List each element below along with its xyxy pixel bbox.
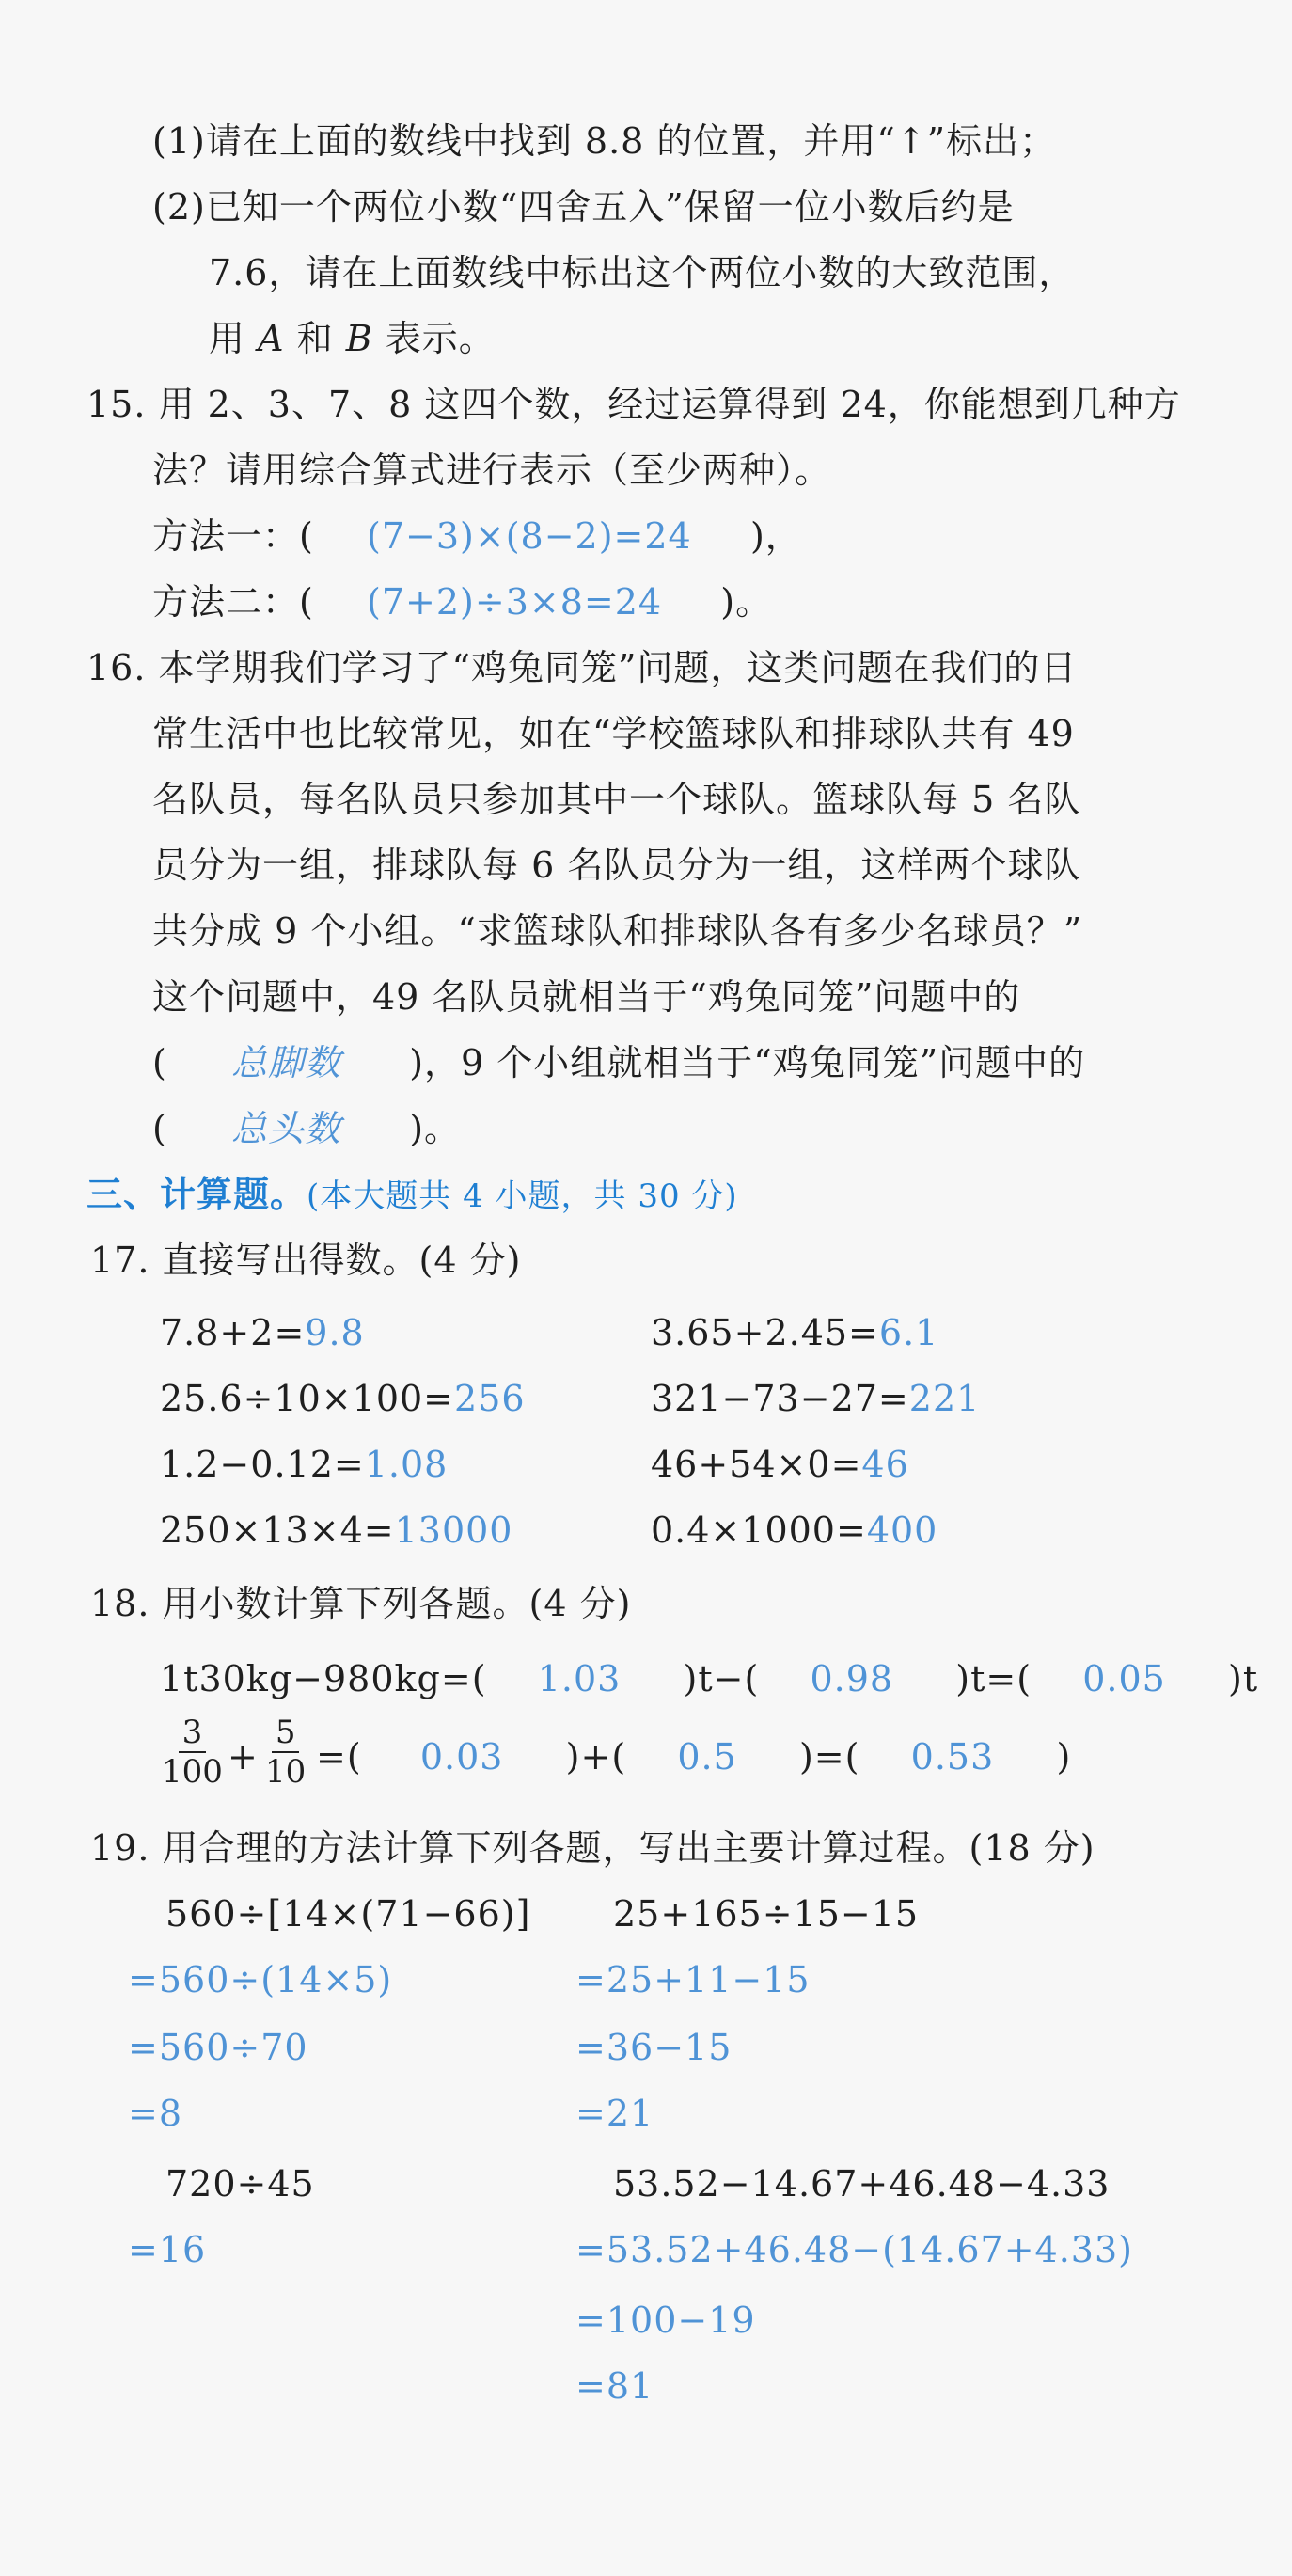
q17-answer: 221 xyxy=(908,1378,981,1419)
q14-text: 和 xyxy=(284,318,346,359)
q18-answer: 0.05 xyxy=(1082,1658,1166,1699)
q17-expr: 25.6÷10×100= xyxy=(160,1378,455,1419)
q17-answer: 6.1 xyxy=(878,1312,939,1353)
q18-answer: 0.5 xyxy=(677,1736,737,1778)
q18-answer: 0.98 xyxy=(810,1658,894,1699)
q16-line: 共分成 9 个小组。“求篮球队和排球队各有多少名球员？” xyxy=(152,910,1083,952)
fraction-3-100 xyxy=(162,1714,223,1791)
q19-p2-step: =21 xyxy=(575,2093,654,2134)
q18-text: )t xyxy=(1228,1658,1259,1699)
q14-text: 用 xyxy=(209,318,259,359)
q15-method2-answer: (7+2)÷3×8=24 xyxy=(367,581,663,623)
q19-p1-step: =8 xyxy=(128,2093,183,2134)
q17-item xyxy=(651,1507,937,1554)
q17-answer: 400 xyxy=(866,1509,938,1551)
q17-expr: 0.4×1000= xyxy=(651,1509,867,1551)
q17-expr: 321−73−27= xyxy=(651,1378,909,1419)
section-3-title xyxy=(87,1171,738,1220)
q16-blank1-open: ( xyxy=(152,1042,167,1083)
plus-sign: + xyxy=(228,1736,259,1778)
q18-row2 xyxy=(316,1733,1071,1780)
q15-method2 xyxy=(152,578,772,625)
q15-line1: 15. 用 2、3、7、8 这四个数，经过运算得到 24，你能想到几种方 xyxy=(87,384,1181,425)
q17-answer: 9.8 xyxy=(305,1312,365,1353)
q16-blank2-after: )。 xyxy=(409,1108,462,1149)
fraction-numerator: 5 xyxy=(272,1714,300,1753)
q16-blank1-after: )，9 个小组就相当于“鸡兔同笼”问题中的 xyxy=(409,1042,1086,1083)
q16-line: 名队员，每名队员只参加其中一个球队。篮球队每 5 名队 xyxy=(152,779,1081,820)
q18-title: 18. 用小数计算下列各题。(4 分) xyxy=(90,1583,632,1624)
q17-item xyxy=(651,1375,980,1422)
q14-sub1: (1)请在上面的数线中找到 8.8 的位置，并用“↑”标出； xyxy=(152,120,1057,162)
q15-method1-answer: (7−3)×(8−2)=24 xyxy=(367,515,692,557)
q14-sub2-line3 xyxy=(209,315,496,362)
q17-item xyxy=(651,1441,909,1488)
q18-answer: 0.03 xyxy=(419,1736,504,1778)
q17-answer: 1.08 xyxy=(364,1444,449,1485)
fraction-5-10 xyxy=(265,1714,306,1791)
q17-item xyxy=(160,1507,512,1554)
q19-p4-expr: 53.52−14.67+46.48−4.33 xyxy=(613,2163,1111,2205)
q19-p1-expr: 560÷[14×(71−66)] xyxy=(165,1893,531,1935)
q15-method1-label: 方法一：( xyxy=(152,515,314,557)
fraction-denominator: 10 xyxy=(265,1753,307,1791)
point-a-label: A xyxy=(258,318,285,359)
q19-p3-step: =16 xyxy=(128,2229,207,2270)
q17-expr: 3.65+2.45= xyxy=(651,1312,879,1353)
q15-line2: 法？请用综合算式进行表示（至少两种）。 xyxy=(152,450,832,491)
q15-method1-close: )， xyxy=(749,515,802,557)
q17-item xyxy=(160,1375,526,1422)
q16-blank2-answer: 总头数 xyxy=(231,1108,342,1149)
q17-item xyxy=(651,1309,938,1356)
q17-answer: 13000 xyxy=(394,1509,513,1551)
q19-p1-step: =560÷(14×5) xyxy=(128,1959,393,2000)
q17-item xyxy=(160,1441,448,1488)
q18-answer: 0.53 xyxy=(910,1736,995,1778)
q19-p4-step: =53.52+46.48−(14.67+4.33) xyxy=(575,2229,1133,2270)
q14-sub2-line1: (2)已知一个两位小数“四舍五入”保留一位小数后约是 xyxy=(152,186,1015,228)
q19-p4-step: =81 xyxy=(575,2365,654,2407)
q18-text: )t−( xyxy=(683,1658,760,1699)
q19-p4-step: =100−19 xyxy=(575,2299,756,2341)
q14-sub2-line2: 7.6，请在上面数线中标出这个两位小数的大致范围， xyxy=(209,252,1076,293)
q16-blank2-open: ( xyxy=(152,1108,167,1149)
q19-p2-step: =25+11−15 xyxy=(575,1959,811,2000)
section-3-subtitle: (本大题共 4 小题，共 30 分) xyxy=(307,1177,738,1215)
fraction-denominator: 100 xyxy=(162,1753,223,1791)
q17-item xyxy=(160,1309,365,1356)
q16-blank1-line xyxy=(152,1039,1085,1086)
q15-method2-label: 方法二：( xyxy=(152,581,314,623)
q19-p3-expr: 720÷45 xyxy=(165,2163,315,2205)
q18-text: 1t30kg−980kg=( xyxy=(160,1658,487,1699)
q16-line: 常生活中也比较常见，如在“学校篮球队和排球队共有 49 xyxy=(152,713,1075,754)
q18-text: ) xyxy=(1056,1736,1072,1778)
q18-answer: 1.03 xyxy=(537,1658,622,1699)
q17-expr: 250×13×4= xyxy=(160,1509,395,1551)
q18-text: )+( xyxy=(565,1736,627,1778)
q16-line: 16. 本学期我们学习了“鸡兔同笼”问题，这类问题在我们的日 xyxy=(87,647,1078,688)
q15-method2-close: )。 xyxy=(720,581,773,623)
point-b-label: B xyxy=(345,318,373,359)
q16-line: 这个问题中，49 名队员就相当于“鸡兔同笼”问题中的 xyxy=(152,976,1021,1018)
q14-text: 表示。 xyxy=(372,318,496,359)
section-3-title-text: 三、计算题。 xyxy=(87,1173,307,1215)
q16-line: 员分为一组，排球队每 6 名队员分为一组，这样两个球队 xyxy=(152,845,1081,886)
q17-answer: 46 xyxy=(861,1444,909,1485)
q15-method1 xyxy=(152,513,802,560)
q17-expr: 7.8+2= xyxy=(160,1312,306,1353)
q16-blank1-answer: 总脚数 xyxy=(231,1042,342,1083)
q17-expr: 1.2−0.12= xyxy=(160,1444,365,1485)
q19-title: 19. 用合理的方法计算下列各题，写出主要计算过程。(18 分) xyxy=(90,1827,1095,1869)
q17-title: 17. 直接写出得数。(4 分) xyxy=(90,1240,522,1281)
q19-p1-step: =560÷70 xyxy=(128,2027,308,2068)
q17-answer: 256 xyxy=(454,1378,526,1419)
q18-text: =( xyxy=(316,1736,362,1778)
q19-p2-step: =36−15 xyxy=(575,2027,733,2068)
q16-blank2-line xyxy=(152,1105,461,1152)
q17-expr: 46+54×0= xyxy=(651,1444,862,1485)
q18-text: )=( xyxy=(798,1736,860,1778)
fraction-numerator: 3 xyxy=(179,1714,207,1753)
q18-text: )t=( xyxy=(955,1658,1032,1699)
q19-p2-expr: 25+165÷15−15 xyxy=(613,1893,920,1935)
q18-row1 xyxy=(160,1655,1258,1702)
